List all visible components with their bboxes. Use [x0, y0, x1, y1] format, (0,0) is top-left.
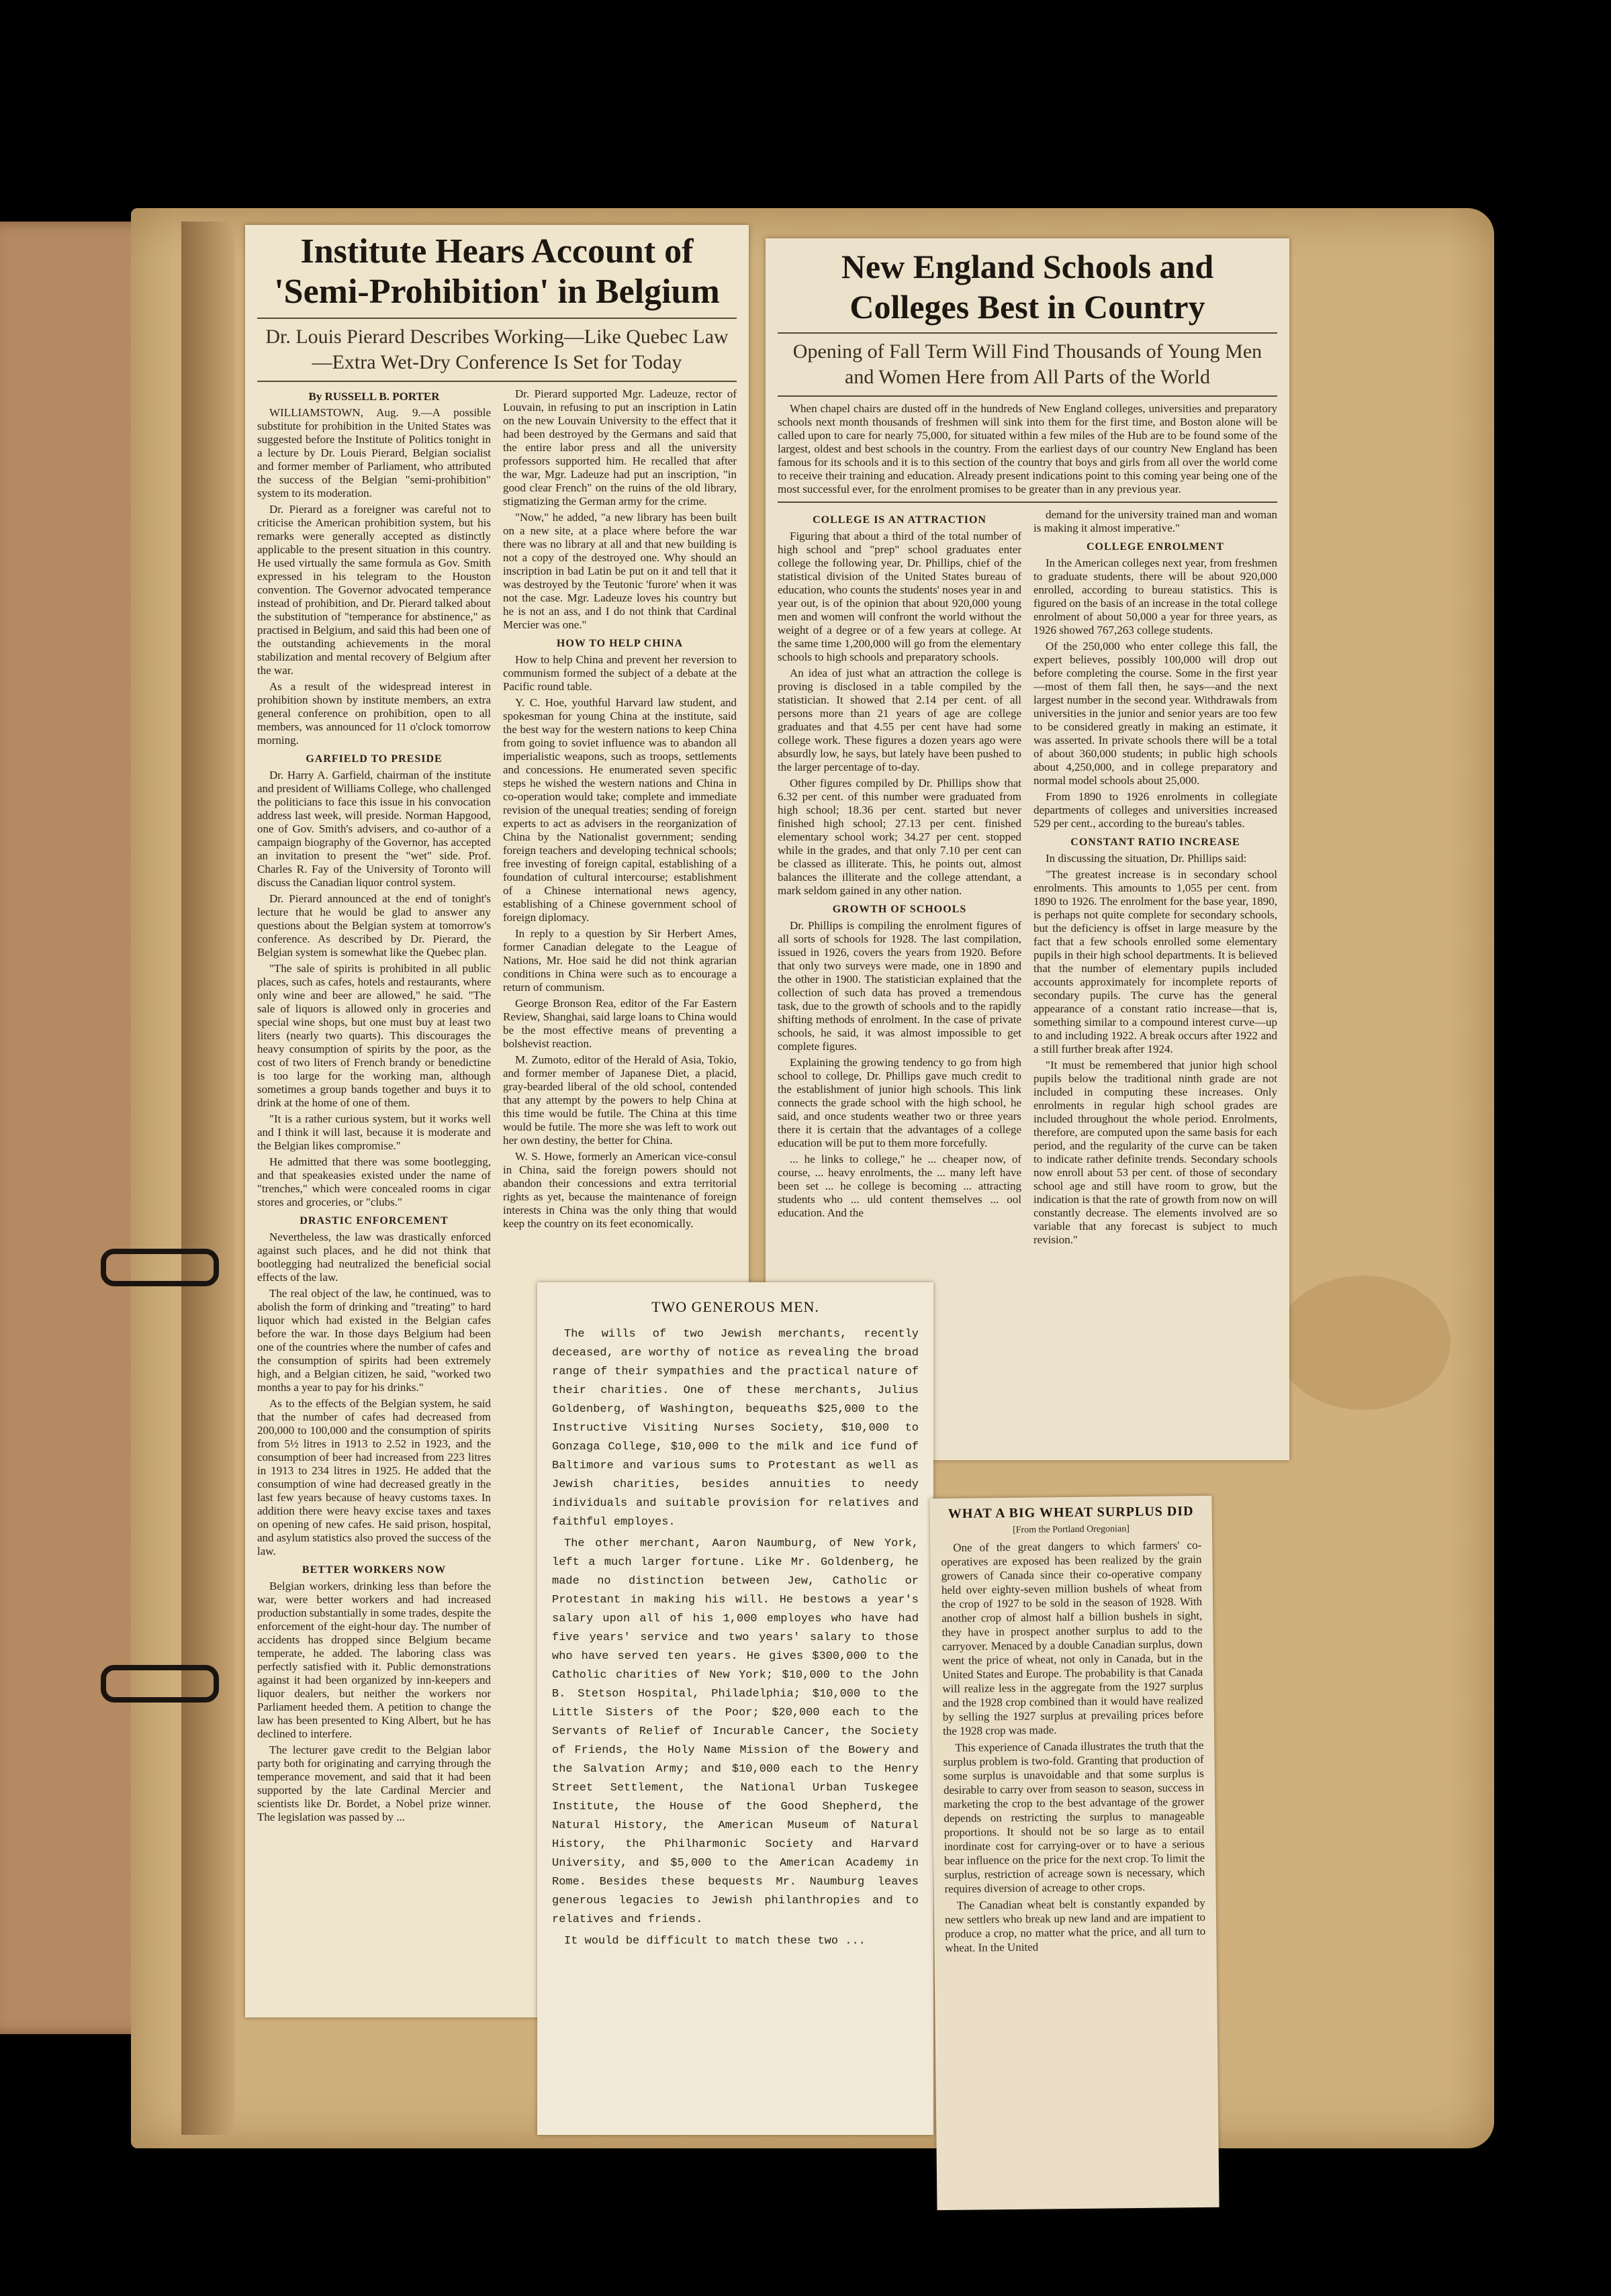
divider	[257, 381, 737, 382]
paragraph: Dr. Harry A. Garfield, chairman of the institute and president of Williams College, who challenged the politicians to face this issue in his convocation address last week, will preside. Norman Hapgood, one of Gov. Smith's advisers, and co-author of a campaign biography of the Governor, has accepted an invitation to present the "wet" side. Prof. Charles R. Fay of the University of Toronto will discuss the Canadian liquor control system.	[257, 769, 491, 889]
paragraph: Dr. Pierard announced at the end of tonight's lecture that he would be glad to answer any questions about the Belgian system at tomorrow's conference. As described by Dr. Pierard, the Belgian system is somewhat like the Quebec plan.	[257, 892, 491, 959]
source-line: [From the Portland Oregonian]	[1012, 1524, 1130, 1535]
paragraph: This experience of Canada illustrates the truth that the surplus problem is two-fold. Granting that production of some surplus is unavoidable and that some surplus is desirable to carry over from season to season, success in marketing the crop to the best advantage of the grower depends on restricting the surplus to manageable proportions. It should not be so large as to entail inordinate cost for carrying-over or to have a serious bear influence on the price for the next crop. To limit the surplus, restriction of acreage sown is necessary, which requires diversion of acreage to other crops.	[943, 1738, 1205, 1896]
paragraph: He admitted that there was some bootlegging, and that speakeasies existed under the name of "trenches," which were concealed rooms in cigar stores and groceries, or "clubs."	[257, 1155, 491, 1208]
deck: Opening of Fall Term Will Find Thousands of Young Men and Women Here from All Parts of the World	[792, 340, 1262, 388]
paragraph: As a result of the widespread interest in prohibition shown by institute members, an extra general conference on prohibition, open to all members, was announced for 11 o'clock tomorrow morning.	[257, 680, 491, 747]
column-b	[1033, 508, 1277, 1408]
paragraph: From 1890 to 1926 enrolments in collegiate departments of colleges and universities increased 529 per cent., according to the bureau's tables.	[1033, 790, 1277, 830]
subheading: CONSTANT RATIO INCREASE	[1070, 836, 1240, 848]
binding-string-bottom	[101, 1665, 219, 1703]
paragraph: Belgian workers, drinking less than before the war, were better workers and had increased production substantially in some trades, despite the enforcement of the eight-hour day. The number of accidents has dropped since Belgium became temperate, he added. The laboring class was perfectly satisfied with it. Public demonstrations against it had been organized by inn-keepers and liquor dealers, but neither the workers nor Parliament heeded them. A petition to change the law has been presented to King Albert, but he has declined to interfere.	[257, 1580, 491, 1740]
headline: TWO GENEROUS MEN.	[651, 1298, 819, 1315]
paragraph: Dr. Pierard as a foreigner was careful not to criticise the American prohibition system, but his remarks were generally accepted as distinctly applicable to the present situation in this country. He used virtually the same formula as Gov. Smith expressed in his telegram to the Houston convention. The Governor advocated temperance instead of prohibition, and Dr. Pierard talked about the substitution of "temperance for abstinence," as practised in Belgium, and said this had been one of the outstanding achievements in the moral stabilization and mental recovery of Belgium after the war.	[257, 503, 491, 677]
paragraph: Figuring that about a third of the total number of high school and "prep" school graduates enter college the following year, Dr. Phillips, chief of the statistical division of the United States bureau of education, who counts the students' noses year in and year out, is of the opinion that about 920,000 young men and women will confront the world without the weight of a degree or of a few years at college. At the same time 1,200,000 will go from the elementary schools to high schools and preparatory schools.	[778, 530, 1021, 663]
paragraph: "The sale of spirits is prohibited in all public places, such as cafes, hotels and restaurants, where only wine and beer are allowed," he said. "The sale of liquors is allowed only in groceries and special wine shops, but one must buy at least two liters (nearly two quarts). This discourages the heavy consumption of spirits by the poor, as the cost of two liters of French brandy or benedictine is too large for the working man, although sometimes a group bands together and buys it to drink at the home of one of them.	[257, 962, 491, 1109]
paragraph: "It must be remembered that junior high school pupils below the traditional ninth grade are not included in computing these increases. Only enrolments in regular high school grades are included throughout the whole period. Enrolments, therefore, are computed upon the same basis for each period, and the regularity of the curve can be taken to indicate rather definite trends. Secondary schools now enroll about 53 per cent. of those of secondary school age and still have room to grow, but the indication is that the rate of growth from now on will constantly decrease. The elements involved are so variable that any forecast is subject to much revision."	[1033, 1059, 1277, 1246]
paragraph: M. Zumoto, editor of the Herald of Asia, Tokio, and former member of Japanese Diet, a placid, gray-bearded liberal of the old school, contended that any attempt by the powers to help China at this time would be futile. The China at this time would be futile. The more she was left to work out her own destiny, the better for China.	[503, 1053, 737, 1147]
divider	[778, 501, 1277, 503]
subheading: DRASTIC ENFORCEMENT	[300, 1215, 449, 1227]
subheading: GROWTH OF SCHOOLS	[832, 904, 967, 915]
headline-line1: New England Schools and	[841, 248, 1214, 285]
deck: Dr. Louis Pierard Describes Working—Like Quebec Law—Extra Wet-Dry Conference Is Set for Today	[265, 326, 729, 373]
divider	[778, 395, 1277, 397]
subheading: HOW TO HELP CHINA	[556, 638, 684, 649]
paragraph: How to help China and prevent her reversion to communism formed the subject of a debate at the Pacific round table.	[503, 653, 737, 693]
paragraph: Dr. Phillips is compiling the enrolment figures of all sorts of schools for 1928. The last compilation, issued in 1926, covers the years from 1920. Before that only two surveys were made, one in 1890 and the other in 1900. The statistician explained that the collection of such data has proved a tremendous task, due to the growth of schools and to the rapidly shifting methods of enrolment. In the case of private schools, he said, it was almost impossible to get complete figures.	[778, 919, 1021, 1053]
subheading: GARFIELD TO PRESIDE	[306, 753, 443, 765]
column-a	[778, 508, 1021, 1408]
subheading: COLLEGE IS AN ATTRACTION	[813, 514, 986, 526]
paragraph: The other merchant, Aaron Naumburg, of New York, left a much larger fortune. Like Mr. Goldenberg, he made no distinction between Jew, Catholic or Protestant in making his will. He bestows a year's salary upon all of his 1,000 employes who have had five years' service and two years' salary to those who have served ten years. He gives $300,000 to the Catholic charities of New York; $10,000 to the John B. Stetson Hospital, Philadelphia; $10,000 to the Little Sisters of the Poor; $20,000 each to the Servants of Relief of Incurable Cancer, the Society of Friends, the Holy Name Mission of the Bowery and the Salvation Army; and $10,000 each to the Henry Street Settlement, the National Urban Tuskegee Institute, the House of the Good Shepherd, the Natural History, the American Museum of Natural History, the Philharmonic Society and Harvard University, and $5,000 to the American Academy in Rome. Besides these bequests Mr. Naumburg leaves generous legacies to Jewish philanthropies and to relatives and friends.	[552, 1537, 919, 1926]
paragraph: "It is a rather curious system, but it works well and I think it will last, because it is moderate and the Belgian likes compromise."	[257, 1112, 491, 1152]
page-stain	[1276, 1276, 1451, 1410]
paragraph: Explaining the growing tendency to go from high school to college, Dr. Phillips gave much credit to the establishment of junior high schools. This link connects the grade school with the high school, he said, and once students weather two or three years there it is certain that the advantages of a college education will be put to them more forcefully.	[778, 1056, 1021, 1149]
paragraph: An idea of just what an attraction the college is proving is disclosed in a table compiled by the statistician. It showed that 2.14 per cent. of all persons more than 21 years of age are college graduates and that 4.55 per cent have had some college work. These figures a dozen years ago were absurdly low, he says, but lately have been pushed to the larger percentage of to-day.	[778, 667, 1021, 773]
clipping-two-generous-men	[537, 1282, 933, 2135]
paragraph: The lecturer gave credit to the Belgian labor party both for originating and carrying through the temperance movement, and said that it had been supported by the late Cardinal Mercier and scientists like Dr. Bordet, a Nobel prize winner. The legislation was passed by ...	[257, 1743, 491, 1823]
paragraph: The Canadian wheat belt is constantly expanded by new settlers who break up new land and are impatient to produce a crop, no matter what the price, and all turn to wheat. In the United	[944, 1896, 1206, 1955]
paragraph: Y. C. Hoe, youthful Harvard law student, and spokesman for young China at the institute, said the best way for the western nations to keep China from going to soviet influence was to abandon all imperialistic weapons, such as troops, settlements and concessions. He enumerated seven specific steps he wished the western nations and China in co-operation would take; complete and immediate revision of the unequal treaties; sending of foreign experts to act as advisers in the reorganization of China by the Nationalist government; sending foreign teachers and developing technical schools; free investing of foreign capital, establishing of a foundation of cultural intercourse; establishment of a Chinese international news agency, establishing of a Chinese government school of foreign diplomacy.	[503, 696, 737, 924]
paragraph: Of the 250,000 who enter college this fall, the expert believes, possibly 100,000 will drop out before completing the course. Some in the first year—most of them fall then, he says—and the next largest number in the second year. Withdrawals from universities in the junior and senior years are too few to be considered greatly in making an estimate, it was asserted. In private schools there will be a total of about 360,000 students; in public high schools about 4,250,000, and in college preparatory and normal model schools about 25,000.	[1033, 640, 1277, 787]
paragraph: It would be difficult to match these two ...	[564, 1935, 866, 1948]
headline-line2: 'Semi-Prohibition' in Belgium	[274, 273, 720, 311]
lead-paragraph: When chapel chairs are dusted off in the hundreds of New England colleges, universities and preparatory schools next month thousands of freshmen will sink into them for the first time, and Boston alone will be called upon to care for nearly 75,000, for situated within a few miles of the Hub are to be found some of the largest, oldest and best schools in the country. From the earliest days of our country New England has been famous for its schools and it is to this section of the country that boys and girls from all over the world come to receive their training and education. Already present indications point to this coming year being one of the most successful ever, for the enrolment promises to be greater than in any previous year.	[778, 402, 1277, 495]
binding-string-top	[101, 1249, 219, 1286]
headline-line2: Colleges Best in Country	[849, 288, 1205, 326]
paragraph: demand for the university trained man and woman is making it almost imperative."	[1033, 508, 1277, 534]
column-2	[503, 387, 737, 1287]
paragraph: WILLIAMSTOWN, Aug. 9.—A possible substitute for prohibition in the United States was suggested before the Institute of Politics tonight in a lecture by Dr. Louis Pierard, Belgian socialist and former member of Parliament, who attributed the success of the Belgian "semi-prohibition" system to its moderation.	[257, 406, 491, 499]
headline-line1: Institute Hears Account of	[300, 232, 694, 271]
clipping-wheat-surplus	[929, 1496, 1219, 2210]
page-spine	[181, 222, 235, 2135]
divider	[257, 318, 737, 319]
paragraph: ... he links to college," he ... cheaper now, of course, ... heavy enrolments, the ... many left have been set ... he college is becoming ... attracting students who ... uld content themselves ... ool education. And the	[778, 1153, 1021, 1219]
paragraph: One of the great dangers to which farmers' co-operatives are exposed has been realized by the grain growers of Canada since their co-operative company held over eighty-seven million bushels of wheat from the crop of 1927 to be sold in the season of 1928. With another crop of almost half a billion bushels in sight, they have in prospect another surplus to add to the carryover. Menaced by a double Canadian surplus, down went the price of wheat, not only in Canada, but in the United States and Europe. The probability is that Canada will realize less in the aggregate from the 1927 surplus and the 1928 crop combined than it would have realized by selling the 1927 surplus at prevailing prices before the 1928 crop was made.	[941, 1538, 1203, 1738]
paragraph: Other figures compiled by Dr. Phillips show that 6.32 per cent. of this number were graduated from high school; 18.36 per cent. started but never finished high school; 27.13 per cent. finished elementary school work; 34.27 per cent. stopped while in the grades, and that only 7.10 per cent can be classed as illiterate. This, he points out, almost balances the illiterate and the college attendant, a mark seldom gained in any other nation.	[778, 777, 1021, 897]
subheading: COLLEGE ENROLMENT	[1086, 541, 1225, 553]
paragraph: As to the effects of the Belgian system, he said that the number of cafes had decreased from 200,000 to 100,000 and the consumption of spirits from 5½ litres in 1913 to 2.52 in 1923, and the consumption of beer had increased from 223 litres in 1913 to 234 litres in 1925. He added that the consumption of wine had decreased greatly in the last few years because of heavy customs taxes. In addition there were heavy excise taxes and taxes on opening of new cafes. He said prison, hospital, and asylum statistics also proved the success of the law.	[257, 1397, 491, 1558]
byline: By RUSSELL B. PORTER	[308, 390, 440, 403]
paragraph: W. S. Howe, formerly an American vice-consul in China, said the foreign powers should not abandon their concessions and extra territorial rights as yet, because the maintenance of foreign interests in China was the only thing that would keep the country on its feet economically.	[503, 1150, 737, 1230]
subheading: BETTER WORKERS NOW	[302, 1564, 447, 1576]
divider	[778, 332, 1277, 334]
paragraph: Nevertheless, the law was drastically enforced against such places, and he did not think that bootlegging had neutralized the beneficial social effects of the law.	[257, 1231, 491, 1284]
paragraph: "Now," he added, "a new library has been built on a new site, at a place where before the war there was no library at all and that new building is not a copy of the destroyed one. Why should an inscription in bad Latin be put on it and tell that it was destroyed by the Teutonic 'furore' when it was not the case. Mgr. Ladeuze loves his country but he is not an ass, and I do not think that Cardinal Mercier was one."	[503, 511, 737, 631]
clipping-new-england-schools	[766, 238, 1289, 1460]
paragraph: George Bronson Rea, editor of the Far Eastern Review, Shanghai, said large loans to China would be the most effective means of preventing a bolshevist reaction.	[503, 997, 737, 1050]
paragraph: Dr. Pierard supported Mgr. Ladeuze, rector of Louvain, in refusing to put an inscription in Latin on the new Louvain University to the effect that it had been destroyed by the Germans and said that the entire labor press and all the university professors supported him. He recalled that after the war, Mgr. Ladeuze had put an inscription, "in good clear French" on the ruins of the old library, stigmatizing the German army for the crime.	[503, 387, 737, 508]
paragraph: In discussing the situation, Dr. Phillips said:	[1046, 852, 1247, 865]
paragraph: "The greatest increase is in secondary school enrolments. This amounts to 1,055 per cent. from 1890 to 1926. The enrolment for the base year, 1890, is perhaps not quite complete for secondary schools, but the deficiency is offset in large measure by the fact that a few schools enrolled some elementary pupils in their high school departments. It is believed that the number of elementary pupils included accounts approximately for incomplete reports of secondary pupils. The curve has the general appearance of a constant ratio increase—that is, something similar to a compound interest curve—up to and including 1922. A break occurs after 1922 and a still further break after 1924.	[1033, 868, 1277, 1055]
column-1	[257, 387, 491, 1952]
paragraph: The wills of two Jewish merchants, recently deceased, are worthy of notice as revealing the broad range of their sympathies and the practical nature of their charities. One of these merchants, Julius Goldenberg, of Washington, bequeaths $25,000 to the Instructive Visiting Nurses Society, $10,000 to Gonzaga College, $10,000 to the milk and ice fund of Baltimore and various sums to Protestant as well as Jewish charities, besides annuities to needy individuals and suitable provision for relatives and faithful employes.	[552, 1328, 919, 1529]
paragraph: In reply to a question by Sir Herbert Ames, former Canadian delegate to the League of Nations, Mr. Hoe said he did not think agrarian conditions in China were such as to encourage a return of communism.	[503, 927, 737, 994]
paragraph: The real object of the law, he continued, was to abolish the form of drinking and "treating" to hard liquor which had existed in the Belgian cafes before the war. In those days Belgium had been one of the countries where the number of cafes and the consumption of spirits had been extremely high, and a Belgian citizen, he said, "worked two months a year to pay for his drinks."	[257, 1287, 491, 1394]
paragraph: In the American colleges next year, from freshmen to graduate students, there will be about 920,000 enrolled, according to bureau statistics. This is figured on the basis of an increase in the total college enrolment of about 50,000 a year for three years, as 1926 showed 767,263 college students.	[1033, 557, 1277, 636]
headline: WHAT A BIG WHEAT SURPLUS DID	[948, 1504, 1194, 1521]
